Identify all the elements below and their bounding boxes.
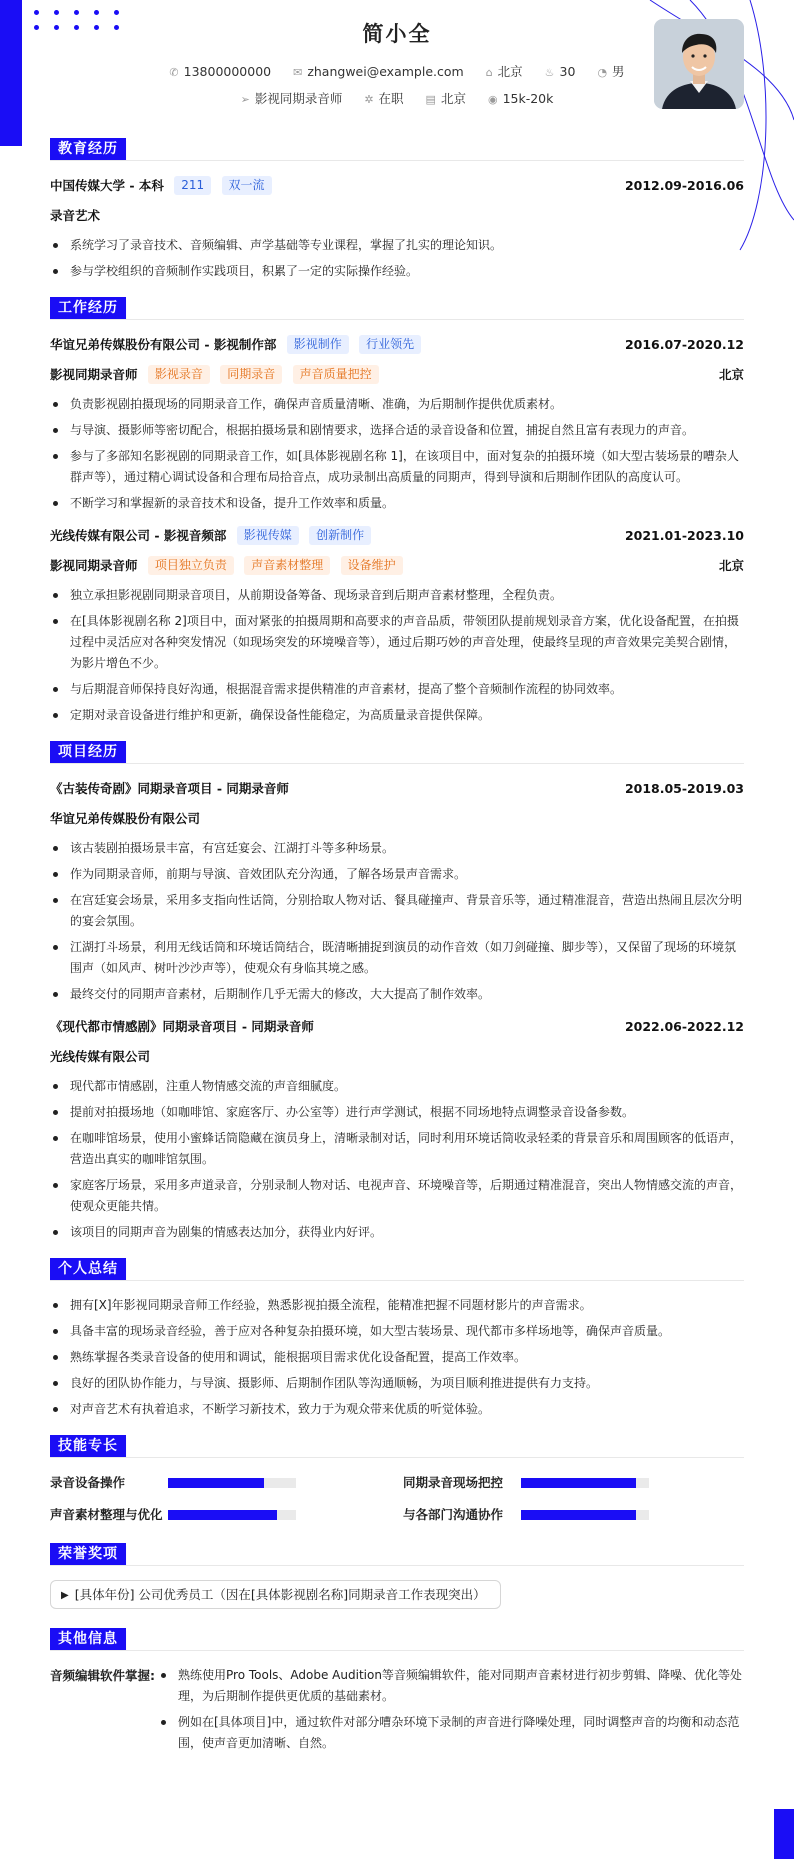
company-name: 光线传媒有限公司 - 影视音频部	[50, 528, 227, 543]
company-tag: 影视传媒	[237, 526, 299, 545]
work-bullets	[50, 394, 744, 514]
project-entry	[50, 1016, 744, 1243]
list-item: 不断学习和掌握新的录音技术和设备，提升工作效率和质量。	[50, 493, 744, 514]
target-position-value: 影视同期录音师	[254, 91, 343, 106]
major: 录音艺术	[50, 208, 101, 223]
list-item: 在咖啡馆场景，使用小蜜蜂话筒隐藏在演员身上，清晰录制对话，同时利用环境话筒收录轻柔的背景音乐和周围顾客的低语声，营造出真实的咖啡馆氛围。	[50, 1128, 744, 1170]
project-bullets	[50, 1076, 744, 1243]
work-company-row	[50, 334, 744, 356]
education-entry	[50, 175, 744, 282]
project-title: 《现代都市情感剧》同期录音项目 - 同期录音师	[50, 1019, 314, 1034]
list-item: 对声音艺术有执着追求，不断学习新技术，致力于为观众带来优质的听觉体验。	[50, 1399, 744, 1420]
list-item: 熟练掌握各类录音设备的使用和调试，能根据项目需求优化设备配置，提高工作效率。	[50, 1347, 744, 1368]
company-name: 华谊兄弟传媒股份有限公司 - 影视制作部	[50, 337, 277, 352]
project-bullets	[50, 838, 744, 1005]
email-icon: ✉	[293, 66, 303, 79]
work-location: 北京	[718, 558, 744, 573]
project-company: 华谊兄弟传媒股份有限公司	[50, 811, 201, 826]
skill-bar	[168, 1478, 296, 1488]
role-name: 影视同期录音师	[50, 367, 138, 382]
work-entry	[50, 334, 744, 514]
list-item: 现代都市情感剧，注重人物情感交流的声音细腻度。	[50, 1076, 744, 1097]
list-item: 提前对拍摄场地（如咖啡馆、家庭客厅、办公室等）进行声学测试，根据不同场地特点调整录音设备参数。	[50, 1102, 744, 1123]
city-item	[486, 62, 523, 80]
education-section	[50, 138, 744, 282]
summary-section	[50, 1258, 744, 1420]
education-date: 2012.09-2016.06	[624, 178, 744, 193]
list-item: 负责影视剧拍摄现场的同期录音工作，确保声音质量清晰、准确，为后期制作提供优质素材。	[50, 394, 744, 415]
list-item: 与导演、摄影师等密切配合，根据拍摄场景和剧情要求，选择合适的录音设备和位置，捕捉自然且富有表现力的声音。	[50, 420, 744, 441]
building-icon: ▤	[425, 93, 436, 106]
company-tag: 行业领先	[359, 335, 421, 354]
section-title: 教育经历	[50, 138, 126, 160]
role-tag: 同期录音	[220, 365, 282, 384]
work-role-row	[50, 555, 744, 577]
phone-icon: ✆	[169, 66, 179, 79]
section-title: 荣誉奖项	[50, 1543, 126, 1565]
target-position-item	[241, 89, 343, 107]
skill-bar	[168, 1510, 296, 1520]
list-item: 拥有[X]年影视同期录音师工作经验，熟悉影视拍摄全流程，能精准把握不同题材影片的声音需求。	[50, 1295, 744, 1316]
education-header-row	[50, 175, 744, 197]
list-item: 最终交付的同期声音素材，后期制作几乎无需大的修改，大大提高了制作效率。	[50, 984, 744, 1005]
decorative-bar-right	[774, 1809, 794, 1859]
project-company: 光线传媒有限公司	[50, 1049, 151, 1064]
projects-section	[50, 741, 744, 1243]
resume-body	[50, 138, 744, 1769]
section-header	[50, 1628, 744, 1651]
list-item: 参与学校组织的音频制作实践项目，积累了一定的实际操作经验。	[50, 261, 744, 282]
school-tag: 211	[174, 176, 211, 195]
skill-bar-fill	[521, 1510, 636, 1520]
school-tag: 双一流	[222, 176, 272, 195]
skill-bar-fill	[168, 1478, 264, 1488]
section-title: 工作经历	[50, 297, 126, 319]
gender-icon: ◔	[597, 66, 608, 79]
section-header	[50, 1258, 744, 1281]
list-item: 该项目的同期声音为剧集的情感表达加分，获得业内好评。	[50, 1222, 744, 1243]
work-company-row	[50, 525, 744, 547]
award-item[interactable]	[50, 1580, 501, 1609]
work-role-row	[50, 364, 744, 386]
gender-item	[597, 62, 624, 80]
list-item: 在宫廷宴会场景，采用多支指向性话筒，分别拾取人物对话、餐具碰撞声、背景音乐等，通过精准混音，营造出热闹且层次分明的宴会氛围。	[50, 890, 744, 932]
section-header	[50, 1543, 744, 1566]
skill-bar-fill	[521, 1478, 636, 1488]
project-header-row	[50, 778, 744, 800]
project-title: 《古装传奇剧》同期录音项目 - 同期录音师	[50, 781, 289, 796]
skill-bar	[521, 1510, 649, 1520]
list-item: 江湖打斗场景，利用无线话筒和环境话筒结合，既清晰捕捉到演员的动作音效（如刀剑碰撞、脚步等），又保留了现场的环境氛围声（如风声、树叶沙沙声等），使观众有身临其境之感。	[50, 937, 744, 979]
skills-grid	[50, 1472, 744, 1528]
phone-item	[169, 64, 271, 79]
expand-triangle-icon: ▶	[61, 1590, 69, 1601]
award-text: [具体年份] 公司优秀员工（因在[具体影视剧名称]同期录音工作表现突出）	[74, 1587, 486, 1602]
cake-icon: ♨	[544, 66, 555, 79]
status-value: 在职	[378, 91, 404, 106]
salary-item	[488, 91, 553, 106]
email-item	[293, 64, 464, 79]
gear-icon: ✲	[364, 93, 374, 106]
city-value: 北京	[497, 64, 523, 79]
work-date: 2021.01-2023.10	[624, 528, 744, 543]
age-value: 30	[559, 64, 576, 79]
salary-value: 15k-20k	[502, 91, 554, 106]
company-tag: 影视制作	[287, 335, 349, 354]
skill-item	[403, 1504, 743, 1526]
status-item	[364, 89, 403, 107]
skill-item	[50, 1504, 390, 1526]
age-item	[545, 64, 576, 79]
project-date: 2018.05-2019.03	[624, 781, 744, 796]
list-item: 该古装剧拍摄场景丰富，有宫廷宴会、江湖打斗等多种场景。	[50, 838, 744, 859]
list-item: 与后期混音师保持良好沟通，根据混音需求提供精准的声音素材，提高了整个音频制作流程的协同效率。	[50, 679, 744, 700]
education-bullets	[50, 235, 744, 282]
work-date: 2016.07-2020.12	[624, 337, 744, 352]
section-header	[50, 297, 744, 320]
work-bullets	[50, 585, 744, 726]
section-header	[50, 138, 744, 161]
summary-bullets	[50, 1295, 744, 1420]
list-item: 具备丰富的现场录音经验，善于应对各种复杂拍摄环境，如大型古装场景、现代都市多样场地等，确保声音质量。	[50, 1321, 744, 1342]
skill-item	[50, 1472, 390, 1494]
other-bullets	[158, 1665, 744, 1754]
skill-bar	[521, 1478, 649, 1488]
school-name: 中国传媒大学 - 本科	[50, 178, 164, 193]
skill-name: 同期录音现场把控	[403, 1475, 504, 1490]
skills-section	[50, 1435, 744, 1528]
role-tag: 影视录音	[148, 365, 210, 384]
other-section	[50, 1628, 744, 1754]
role-tag: 设备维护	[341, 556, 403, 575]
home-icon: ⌂	[485, 66, 493, 79]
phone-value: 13800000000	[183, 64, 272, 79]
list-item: 家庭客厅场景，采用多声道录音，分别录制人物对话、电视声音、环境噪音等，后期通过精准混音，突出人物情感交流的声音，使观众更能共情。	[50, 1175, 744, 1217]
role-name: 影视同期录音师	[50, 558, 138, 573]
skill-name: 声音素材整理与优化	[50, 1507, 163, 1522]
section-header	[50, 741, 744, 764]
section-title: 技能专长	[50, 1435, 126, 1457]
list-item: 独立承担影视剧同期录音项目，从前期设备筹备、现场录音到后期声音素材整理，全程负责。	[50, 585, 744, 606]
avatar	[654, 19, 744, 109]
other-info	[50, 1665, 744, 1754]
paper-plane-icon: ➢	[240, 93, 250, 106]
list-item: 定期对录音设备进行维护和更新，确保设备性能稳定，为高质量录音提供保障。	[50, 705, 744, 726]
list-item: 作为同期录音师，前期与导演、音效团队充分沟通，了解各场景声音需求。	[50, 864, 744, 885]
role-tag: 项目独立负责	[148, 556, 234, 575]
coin-icon: ◉	[487, 93, 498, 106]
skill-bar-fill	[168, 1510, 277, 1520]
section-header	[50, 1435, 744, 1458]
section-title: 个人总结	[50, 1258, 126, 1280]
list-item: 系统学习了录音技术、音频编辑、声学基础等专业课程，掌握了扎实的理论知识。	[50, 235, 744, 256]
email-value: zhangwei@example.com	[307, 64, 464, 79]
section-title: 其他信息	[50, 1628, 126, 1650]
target-city-value: 北京	[440, 91, 466, 106]
project-header-row	[50, 1016, 744, 1038]
other-info-label: 音频编辑软件掌握:	[50, 1668, 155, 1683]
target-city-item	[426, 89, 466, 107]
role-tag: 声音质量把控	[293, 365, 379, 384]
list-item: 例如在[具体项目]中，通过软件对部分嘈杂环境下录制的声音进行降噪处理，同时调整声音的均衡和动态范围，使声音更加清晰、自然。	[158, 1712, 744, 1754]
skill-item	[403, 1472, 743, 1494]
list-item: 在[具体影视剧名称 2]项目中，面对紧张的拍摄周期和高要求的声音品质，带领团队提前规划录音方案，优化设备配置，在拍摄过程中灵活应对各种突发情况（如现场突发的环境噪音等），通过后期巧妙的声音处理，使最终呈现的声音效果完美契合剧情，为影片增色不少。	[50, 611, 744, 674]
list-item: 熟练使用Pro Tools、Adobe Audition等音频编辑软件，能对同期声音素材进行初步剪辑、降噪、优化等处理，为后期制作提供更优质的基础素材。	[158, 1665, 744, 1707]
gender-value: 男	[612, 64, 625, 79]
section-title: 项目经历	[50, 741, 126, 763]
work-entry	[50, 525, 744, 726]
list-item: 参与了多部知名影视剧的同期录音工作，如[具体影视剧名称 1]，在该项目中，面对复杂的拍摄环境（如大型古装场景的嘈杂人群声等），通过精心调试设备和合理布局拾音点，成功录制出高质量的同期声，得到导演和后期制作团队的高度认可。	[50, 446, 744, 488]
work-location: 北京	[718, 367, 744, 382]
project-entry	[50, 778, 744, 1005]
list-item: 良好的团队协作能力，与导演、摄影师、后期制作团队等沟通顺畅，为项目顺利推进提供有力支持。	[50, 1373, 744, 1394]
project-date: 2022.06-2022.12	[624, 1019, 744, 1034]
role-tag: 声音素材整理	[244, 556, 330, 575]
work-section	[50, 297, 744, 726]
company-tag: 创新制作	[309, 526, 371, 545]
awards-section	[50, 1543, 744, 1613]
skill-name: 与各部门沟通协作	[403, 1507, 504, 1522]
candidate-name: 简小全	[362, 22, 432, 46]
skill-name: 录音设备操作	[50, 1475, 126, 1490]
